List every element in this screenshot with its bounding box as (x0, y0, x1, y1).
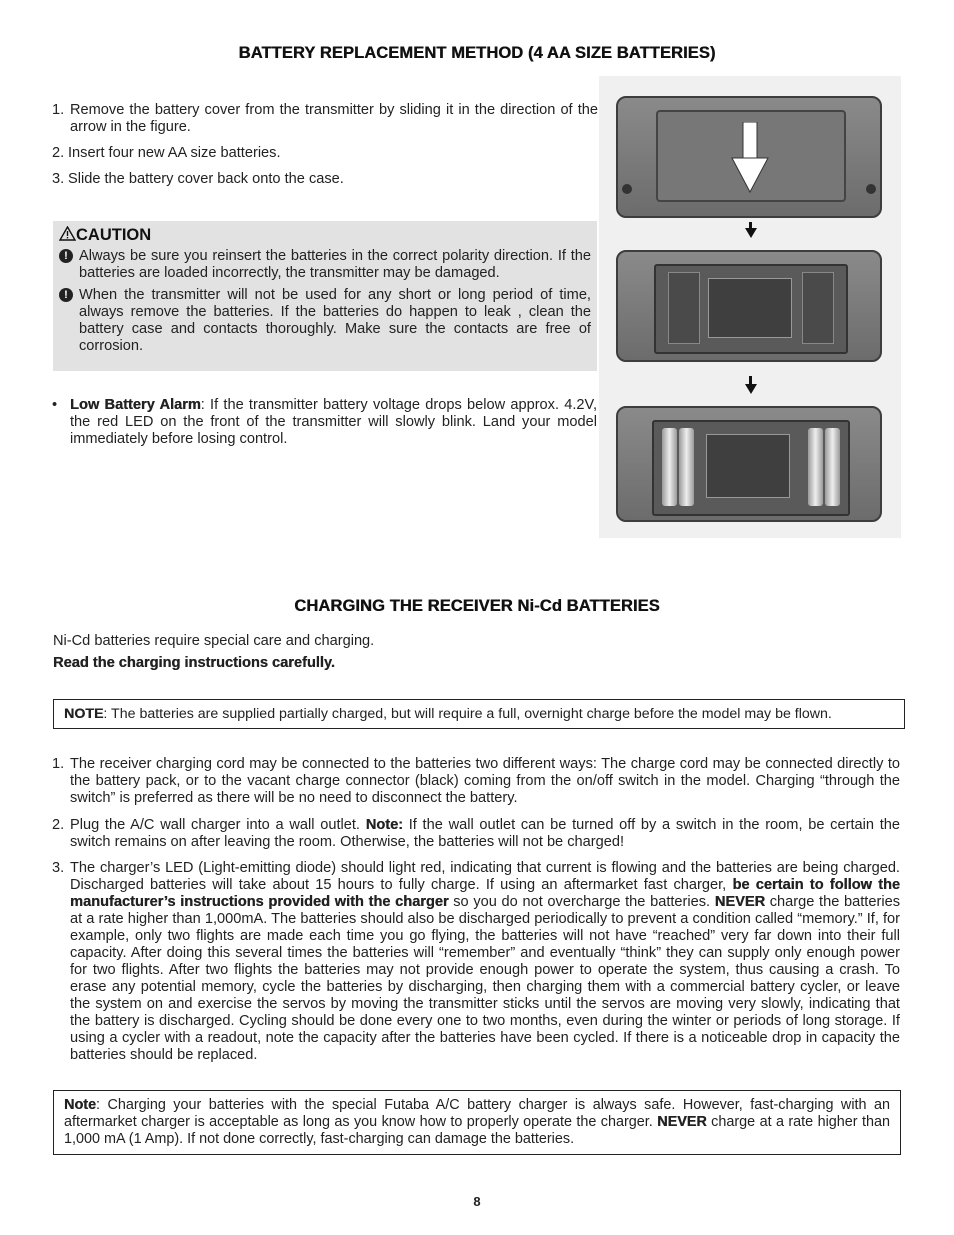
step-number: 1. (52, 102, 65, 118)
list-item (52, 171, 598, 188)
bullet: • (52, 397, 58, 413)
note-label: Note: (365, 817, 403, 833)
list-item (52, 756, 900, 807)
transmitter-cover-closed (616, 96, 882, 218)
section-title-charging: CHARGING THE RECEIVER Ni-Cd BATTERIES (294, 597, 660, 615)
note-label: NOTE (64, 706, 104, 722)
screw-icon (622, 184, 632, 194)
list-item (52, 145, 598, 162)
note-box-fast-charging (53, 1090, 901, 1155)
aa-battery (679, 428, 694, 506)
step-text: Slide the battery cover back onto the case. (68, 171, 344, 187)
step-number: 3. (52, 860, 65, 876)
note-label: Note (64, 1097, 96, 1113)
battery-compartment (654, 264, 848, 354)
step-number: 2. (52, 817, 65, 833)
caution-item-text: When the transmitter will not be used for any short or long period of time, always remove the batteries. If the batteries do happen to leak , clean the battery case and contacts thoroughly. Make sure the contacts are free of corrosion. (79, 287, 591, 354)
down-arrow-stem (749, 376, 752, 386)
caution-item (59, 287, 591, 355)
alarm-text: : If the transmitter battery voltage drops below approx. 4.2V, the red LED on the front of the transmitter will slowly blink. Land your model immediately before losing control. (70, 397, 597, 447)
step-text: If the wall outlet can be turned off by a switch in the room, be certain the switch remains on after leaving the room. Otherwise, the batteries will not be charged! (70, 817, 900, 850)
step-text: charge the batteries at a rate higher than 1,000mA. The batteries should also be discharged periodically to prevent a condition called “memory.” If, for example, only two flights are made each time you go flying, the batteries will not have “reached” very far down into their full capacity. After doing this several times the batteries will “remember” and eventually “think” they can supply only enough power for two flights. After two flights the batteries may not provide enough power to operate the system, thus causing a crash. To erase any potential memory, cycle the batteries by discharging, then charging them with a commercial battery cycler, or leave the system on and exercise the servos by moving the transmitter sticks until the servos are moving very slowly, indicating that the battery is discharged. Cycling should be done every one to two months, even during the winter or periods of long storage. If using a cycler with a readout, note the capacity after the batteries have been cycled. If there is a noticeable drop in capacity the batteries should be replaced. (70, 894, 900, 1063)
alarm-label: Low Battery Alarm (70, 397, 201, 413)
step-number: 1. (52, 756, 65, 772)
battery-slot (802, 272, 834, 344)
battery-replacement-figure (599, 76, 901, 538)
emphasis-text: NEVER (714, 894, 766, 910)
step-text: Insert four new AA size batteries. (68, 145, 281, 161)
note-text: charge at a rate higher than 1,000 mA (1 Amp). If not done correctly, fast-charging can damage the batteries. (64, 1114, 890, 1147)
exclamation-icon: ! (59, 249, 73, 263)
note-text: : Charging your batteries with the special Futaba A/C battery charger is always safe. However, fast-charging with an aftermarket charger is acceptable as long as you know how to properly operate the charger. (64, 1097, 890, 1130)
transmitter-compartment-empty (616, 250, 882, 362)
caution-box (53, 221, 597, 371)
page-number: 8 (473, 1194, 481, 1209)
center-panel (708, 278, 792, 338)
caution-item (59, 248, 591, 282)
list-item (52, 860, 900, 1064)
list-item (52, 102, 598, 136)
aa-battery (825, 428, 840, 506)
list-item (52, 817, 900, 851)
battery-slot (668, 272, 700, 344)
caution-item-text: Always be sure you reinsert the batteries in the correct polarity direction. If the batteries are loaded incorrectly, the transmitter may be damaged. (79, 248, 591, 281)
charging-intro: Ni-Cd batteries require special care and charging. (53, 633, 375, 649)
emphasis-text: be certain to follow the manufacturer’s instructions provided with the charger (70, 877, 901, 910)
emphasis-text: NEVER (657, 1114, 707, 1130)
exclamation-icon: ! (59, 288, 73, 302)
step-number: 2. (52, 145, 65, 161)
slide-direction-arrow-icon (730, 122, 770, 194)
charging-intro-bold: Read the charging instructions carefully. (53, 655, 335, 671)
screw-icon (866, 184, 876, 194)
down-arrow-stem (749, 222, 752, 230)
caution-heading: CAUTION (59, 226, 151, 245)
battery-compartment (652, 420, 850, 516)
step-number: 3. (52, 171, 65, 187)
transmitter-compartment-loaded (616, 406, 882, 522)
step-text: The receiver charging cord may be connected to the batteries two different ways: The charge cord may be connected directly to the battery pack, or to the vacant charge connector (black) coming from the on/off switch in the model. Charging “through the switch” is preferred as there will be no need to disconnect the battery. (70, 756, 900, 806)
section-title-battery-replacement: BATTERY REPLACEMENT METHOD (4 AA SIZE BATTERIES) (238, 44, 716, 62)
step-text: so you do not overcharge the batteries. (448, 894, 715, 910)
note-box (53, 699, 905, 729)
low-battery-alarm (52, 397, 597, 448)
step-text: The charger’s LED (Light-emitting diode) should light red, indicating that current is flowing and the batteries are being charged. Discharged batteries will take about 15 hours to fully charge. If using an aftermarket fast charger, (70, 860, 900, 893)
step-text: Plug the A/C wall charger into a wall outlet. (70, 817, 366, 833)
step-text: Remove the battery cover from the transmitter by sliding it in the direction of the arrow in the figure. (70, 102, 598, 135)
warning-triangle-icon (59, 226, 76, 241)
aa-battery (808, 428, 823, 506)
aa-battery (662, 428, 677, 506)
note-text: : The batteries are supplied partially charged, but will require a full, overnight charge before the model may be flown. (103, 706, 832, 722)
center-panel (706, 434, 790, 498)
